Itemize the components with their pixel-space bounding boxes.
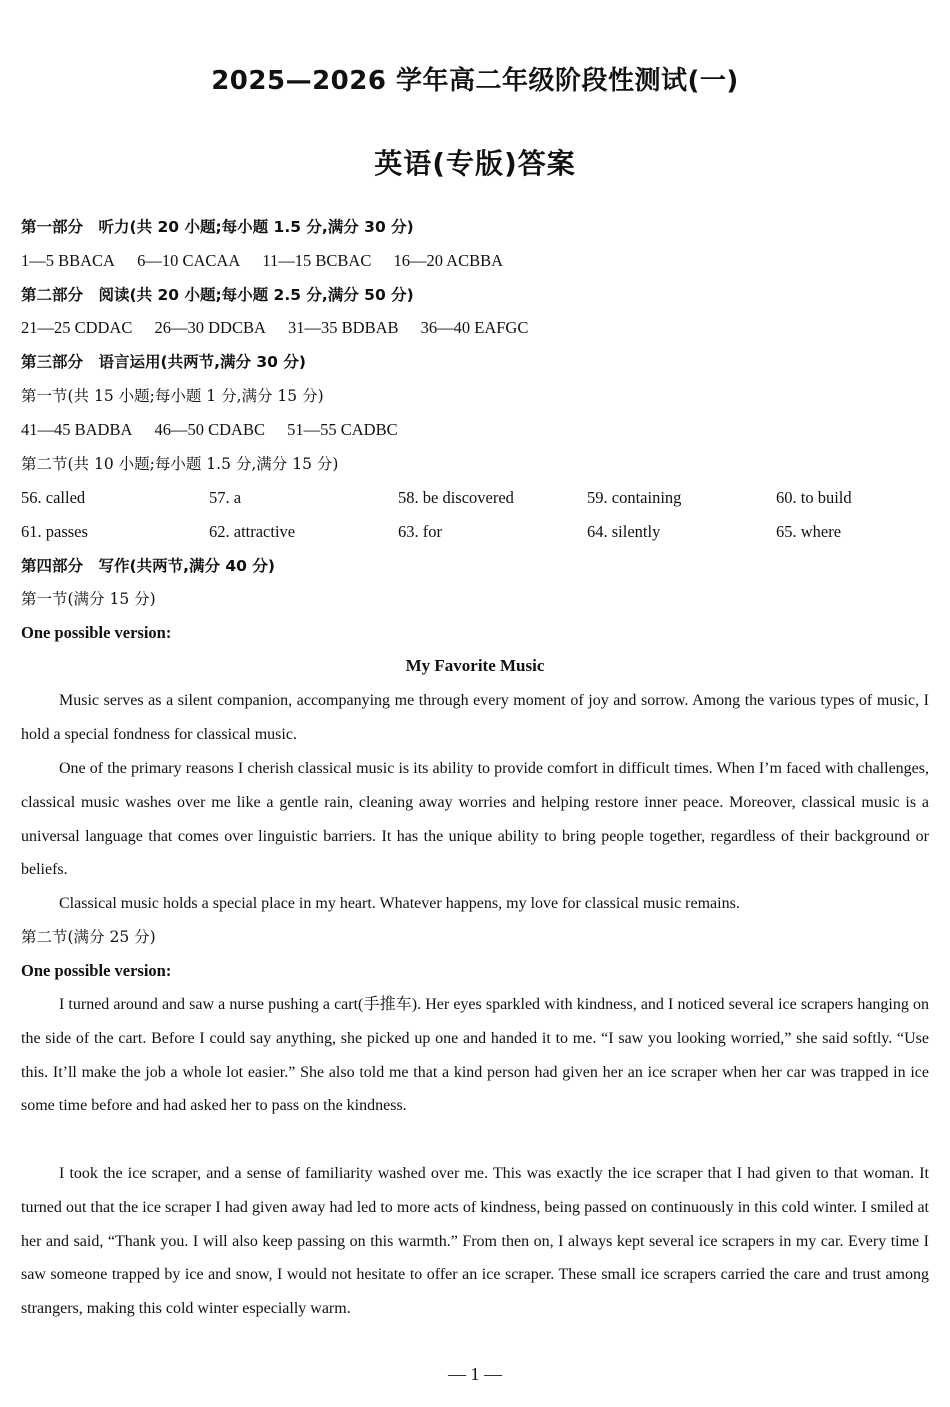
blank-answer: 57. a — [209, 488, 242, 507]
blank-answer: 61. passes — [21, 522, 88, 541]
part4-heading: 第四部分 写作(共两节,满分 40 分) — [21, 557, 275, 575]
answer-group: 46—50 CDABC — [154, 420, 265, 439]
essay1-paragraph: One of the primary reasons I cherish classical music is its ability to provide comfort in difficult times. When I’m faced with challenges, classical music washes over me like a gentle rain, cleaning away worries and helping restore inner peace. Moreover, classical music is a universal language that comes over linguistic barriers. It has the unique ability to bring people together, regardless of their background or beliefs. — [21, 760, 929, 879]
part3-section1-heading: 第一节(共 15 小题;每小题 1 分,满分 15 分) — [21, 387, 324, 405]
version-label: One possible version: — [21, 623, 172, 642]
essay1-paragraph: Music serves as a silent companion, accompanying me through every moment of joy and sorrow. Among the various types of music, I hold a special fondness for classical music. — [21, 692, 929, 743]
answer-group: 31—35 BDBAB — [288, 318, 399, 337]
answer-group: 21—25 CDDAC — [21, 318, 133, 337]
answer-group: 6—10 CACAA — [137, 251, 241, 270]
essay1-paragraph: Classical music holds a special place in my heart. Whatever happens, my love for classical music remains. — [59, 895, 740, 912]
answer-group: 11—15 BCBAC — [262, 251, 372, 270]
blank-answer: 58. be discovered — [398, 488, 514, 507]
part3-heading: 第三部分 语言运用(共两节,满分 30 分) — [21, 353, 306, 371]
part3-section1-answers — [21, 420, 416, 440]
part1-heading: 第一部分 听力(共 20 小题;每小题 1.5 分,满分 30 分) — [21, 218, 414, 236]
answer-group: 26—30 DDCBA — [154, 318, 266, 337]
essay2-paragraph: I turned around and saw a nurse pushing a cart(手推车). Her eyes sparkled with kindness, and I noticed several ice scrapers hanging on the side of the cart. Before I could say anything, she picked up one and handed it to me. “I saw you looking worried,” she said softly. “Use this. It’ll make the job a whole lot easier.” She also told me that a kind person had given her an ice scraper when her car was trapped in ice some time before and had asked her to pass on the kindness. — [21, 996, 929, 1115]
part1-answers — [21, 251, 521, 271]
blank-answer: 63. for — [398, 522, 442, 541]
part2-answers — [21, 318, 546, 338]
blank-answer: 62. attractive — [209, 522, 296, 541]
page-title: 2025—2026 学年高二年级阶段性测试(一) — [211, 66, 739, 96]
answer-group: 36—40 EAFGC — [420, 318, 529, 337]
blank-answer: 65. where — [776, 522, 842, 541]
answer-group: 16—20 ACBBA — [393, 251, 504, 270]
answer-group: 41—45 BADBA — [21, 420, 133, 439]
part4-section2-heading: 第二节(满分 25 分) — [21, 928, 156, 946]
page-number: — 1 — — [448, 1364, 502, 1384]
blank-answer: 64. silently — [587, 522, 661, 541]
part3-section2-heading: 第二节(共 10 小题;每小题 1.5 分,满分 15 分) — [21, 455, 339, 473]
blank-answer: 60. to build — [776, 488, 852, 507]
part2-heading: 第二部分 阅读(共 20 小题;每小题 2.5 分,满分 50 分) — [21, 286, 414, 304]
essay2-paragraph: I took the ice scraper, and a sense of familiarity washed over me. This was exactly the ice scraper that I had given to that woman. It turned out that the ice scraper I had given away had led to more acts of kindness, being passed on continuously in this cold winter. I smiled at her and said, “Thank you. I will also keep passing on this warmth.” From then on, I always kept several ice scrapers in my car. Every time I saw someone trapped by ice and snow, I would not hesitate to offer an ice scraper. These small ice scrapers carried the care and trust among strangers, making this cold winter especially warm. — [21, 1165, 929, 1318]
blank-answer: 59. containing — [587, 488, 682, 507]
answer-group: 1—5 BBACA — [21, 251, 115, 270]
answer-group: 51—55 CADBC — [287, 420, 398, 439]
version-label: One possible version: — [21, 961, 172, 980]
blank-answer: 56. called — [21, 488, 86, 507]
part4-section1-heading: 第一节(满分 15 分) — [21, 590, 156, 608]
page-subtitle: 英语(专版)答案 — [374, 147, 576, 180]
essay-title: My Favorite Music — [405, 656, 545, 675]
